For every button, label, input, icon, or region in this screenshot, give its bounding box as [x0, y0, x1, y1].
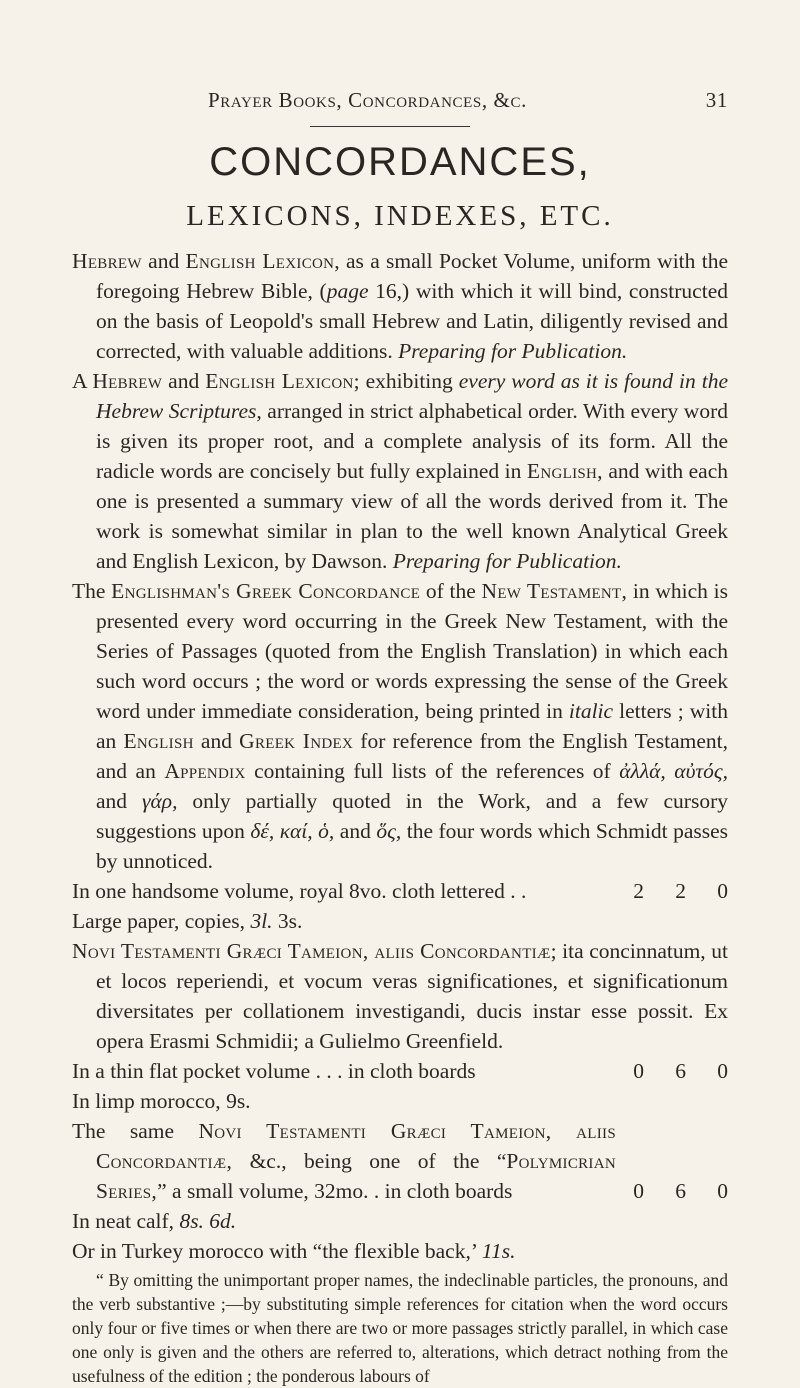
limp-morocco-line: In limp morocco, 9s.: [72, 1089, 251, 1113]
section-heading: CONCORDANCES,: [209, 140, 591, 184]
publication-status: Preparing for Publication.: [392, 549, 622, 573]
entry-greek-concordance: The Englishman's Greek Concordance of the New Testament, in which is presented every word occurring in the Greek New Testament, with the Series of Passages (quoted from the English Translation) in which each such word occurs ; the word or words expressing the sense of the Greek word under immediate consideration, being printed in italic letters ; with an English and Greek Index for reference from the English Testament, and an Appendix containing full lists of the references of ἀλλά, αὐτός, and γάρ, only partially quoted in the Work, and a few cursory suggestions upon δέ, καί, ὁ, and ὅς, the four words which Schmidt passes by unnoticed.: [72, 579, 729, 873]
header-rule: [310, 126, 470, 127]
footnote-quote: “ By omitting the unimportant proper names, the indeclinable particles, the pronouns, and the verb substantive ;—by substituting simple references for citation when the word occurs only four or five times or when there are two or more passages strictly parallel, in which case one only is given and the others are referred to, alterations, which detract nothing from the usefulness of the edition ; the ponderous labours of: [72, 1270, 728, 1386]
entry-hebrew-english-lexicon: A Hebrew and English Lexicon; exhibiting every word as it is found in the Hebrew Scriptures, arranged in strict alphabetical order. With every word is given its proper root, and a complete analysis of its form. All the radicle words are concisely but fully explained in English, and with each one is presented a summary view of all the words derived from it. The work is somewhat similar in plan to the well known Analytical Greek and English Lexicon, by Dawson. Preparing for Publication.: [72, 369, 728, 573]
turkey-morocco-line: Or in Turkey morocco with “the flexible back,’ 11s.: [72, 1239, 516, 1263]
entry-polymicrian-tameion: The same Novi Testamenti Græci Tameion, aliis Concordantiæ, &c., being one of the “Polymicrian Series,” a small volume, 32mo. . in cloth boards 0 6 0: [72, 1116, 728, 1206]
price-columns: 2 2 0: [633, 879, 728, 903]
running-head: [208, 88, 728, 118]
publication-status: Preparing for Publication.: [398, 339, 628, 363]
price-columns: 0 6 0: [633, 1059, 728, 1083]
price-columns: 0 6 0: [633, 1179, 728, 1203]
price-line: In a thin flat pocket volume . . . in cloth boards 0 6 0: [72, 1056, 728, 1086]
section-subheading: LEXICONS, INDEXES, ETC.: [186, 200, 614, 232]
entry-novi-testamenti-tameion: Novi Testamenti Græci Tameion, aliis Concordantiæ; ita concinnatum, ut et locos reperiendi, et vocum veras significationes, et significationum diversitates per collationem investigandi, ducis instar esse possit. Ex opera Erasmi Schmidii; a Gulielmo Greenfield.: [72, 939, 729, 1053]
large-paper-line: Large paper, copies, 3l. 3s.: [72, 909, 303, 933]
neat-calf-line: In neat calf, 8s. 6d.: [72, 1209, 237, 1233]
catalogue-body: [72, 246, 728, 1388]
price-line: In one handsome volume, royal 8vo. cloth lettered . . 2 2 0: [72, 876, 728, 906]
page-number: 31: [705, 88, 728, 112]
running-head-title: Prayer Books, Concordances, &c.: [208, 88, 527, 112]
entry-hebrew-english-lexicon-pocket: Hebrew and English Lexicon, as a small Pocket Volume, uniform with the foregoing Hebrew Bible, (page 16,) with which it will bind, constructed on the basis of Leopold's small Hebrew and Latin, diligently revised and corrected, with valuable additions. Preparing for Publication.: [72, 249, 728, 363]
